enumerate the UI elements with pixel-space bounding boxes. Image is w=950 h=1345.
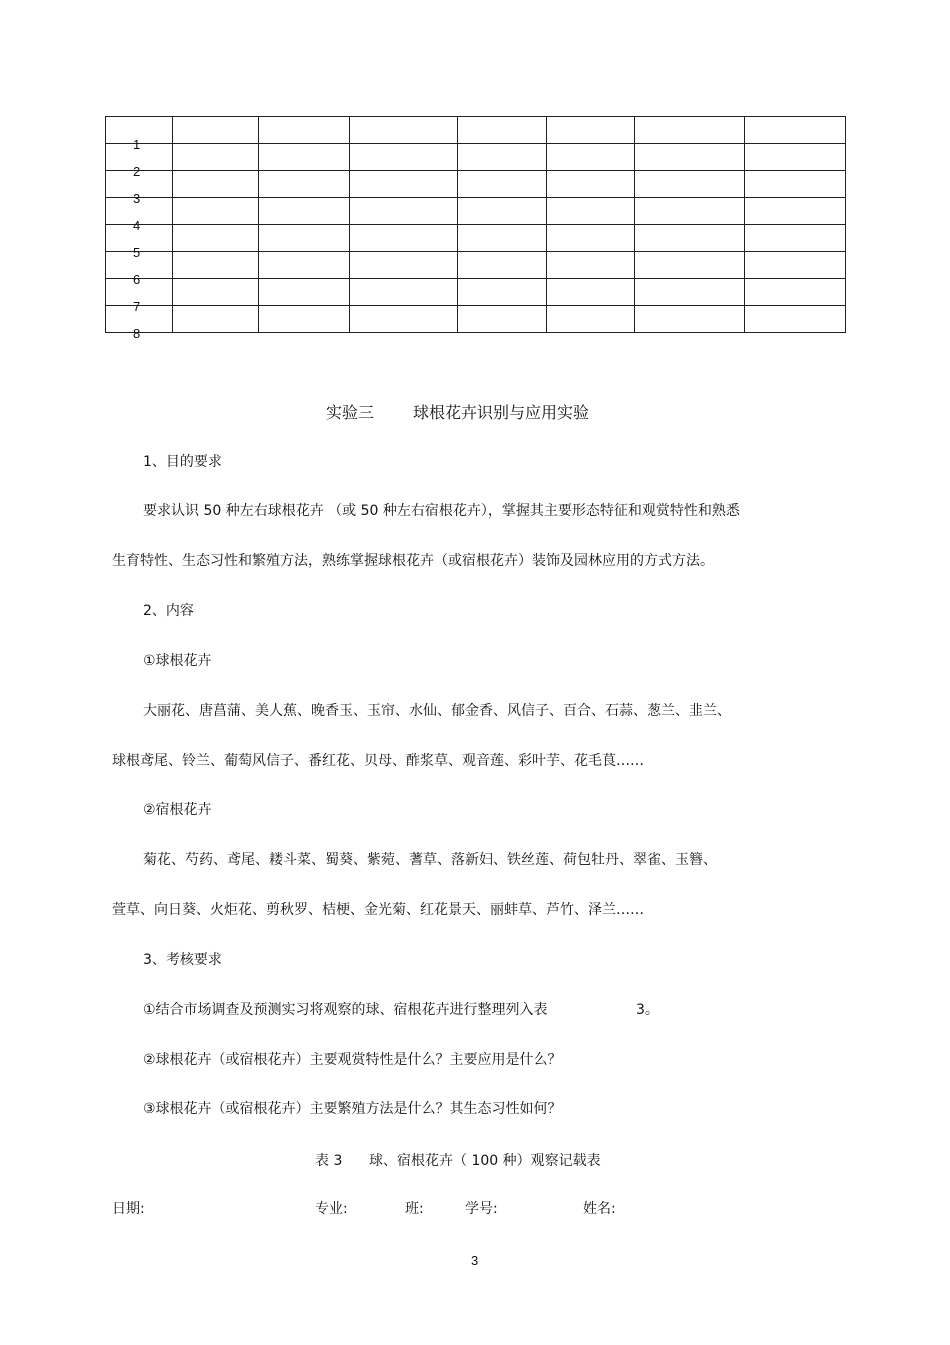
table-cell bbox=[259, 171, 350, 198]
row-number: 7 bbox=[133, 299, 141, 314]
table-cell bbox=[547, 306, 635, 333]
table-cell bbox=[173, 117, 259, 144]
table-cell bbox=[547, 198, 635, 225]
table-cell bbox=[458, 144, 547, 171]
table-cell bbox=[547, 117, 635, 144]
table-cell bbox=[458, 198, 547, 225]
experiment-title-number: 实验三 bbox=[326, 403, 375, 422]
table-cell bbox=[350, 198, 458, 225]
table-cell bbox=[547, 171, 635, 198]
bulb-flowers-line-1: 大丽花、唐菖蒲、美人蕉、晚香玉、玉帘、水仙、郁金香、风信子、百合、石蒜、葱兰、韭兰、 bbox=[143, 703, 731, 719]
table-cell bbox=[547, 279, 635, 306]
table-cell bbox=[173, 144, 259, 171]
row-number: 3 bbox=[133, 191, 141, 206]
table-cell bbox=[350, 279, 458, 306]
perennial-flowers-heading: ②宿根花卉 bbox=[143, 802, 212, 818]
row-number-cell bbox=[106, 225, 173, 260]
row-number: 5 bbox=[133, 245, 141, 260]
perennial-flowers-line-2: 萱草、向日葵、火炬花、剪秋罗、桔梗、金光菊、红花景天、丽蚌草、芦竹、泽兰…… bbox=[112, 902, 644, 918]
row-number-cell bbox=[106, 117, 173, 152]
table-row bbox=[106, 144, 846, 171]
row-number-cell bbox=[106, 198, 173, 233]
requirement-2: ②球根花卉（或宿根花卉）主要观赏特性是什么？主要应用是什么？ bbox=[143, 1052, 562, 1068]
table-cell bbox=[547, 144, 635, 171]
row-number-cell bbox=[106, 306, 173, 341]
table-cell bbox=[635, 306, 745, 333]
table-cell bbox=[350, 225, 458, 252]
form-name-label: 姓名: bbox=[583, 1201, 616, 1217]
table-cell bbox=[350, 144, 458, 171]
table-cell bbox=[173, 252, 259, 279]
table-cell bbox=[259, 117, 350, 144]
table-cell bbox=[745, 198, 846, 225]
table-cell bbox=[547, 225, 635, 252]
table-cell bbox=[259, 198, 350, 225]
row-number-cell bbox=[106, 279, 173, 314]
form-class-label: 班: bbox=[405, 1201, 424, 1217]
table3-title: 球、宿根花卉（ 100 种）观察记载表 bbox=[369, 1153, 601, 1169]
table-cell bbox=[547, 252, 635, 279]
bulb-flowers-heading: ①球根花卉 bbox=[143, 653, 212, 669]
table-cell bbox=[259, 225, 350, 252]
table-cell bbox=[635, 144, 745, 171]
table-cell bbox=[350, 117, 458, 144]
table-cell bbox=[635, 171, 745, 198]
table-row bbox=[106, 171, 846, 198]
row-number: 1 bbox=[133, 137, 141, 152]
requirement-1: ①结合市场调查及预测实习将观察的球、宿根花卉进行整理列入表 bbox=[143, 1002, 548, 1018]
row-number: 2 bbox=[133, 164, 141, 179]
table-cell bbox=[173, 225, 259, 252]
table3-label: 表 3 bbox=[315, 1153, 343, 1169]
table-cell bbox=[259, 252, 350, 279]
record-table bbox=[105, 116, 846, 341]
table-row bbox=[106, 225, 846, 252]
row-number-cell bbox=[106, 144, 173, 179]
table-row bbox=[106, 198, 846, 225]
table-cell bbox=[458, 225, 547, 252]
table-cell bbox=[745, 171, 846, 198]
purpose-line-1: 要求认识 50 种左右球根花卉 （或 50 种左右宿根花卉），掌握其主要形态特征和观赏特性和熟悉 bbox=[143, 503, 740, 519]
table-cell bbox=[458, 117, 547, 144]
table-cell bbox=[745, 306, 846, 333]
table-cell bbox=[745, 252, 846, 279]
form-date-label: 日期: bbox=[112, 1201, 145, 1217]
row-number-cell bbox=[106, 252, 173, 287]
table-cell bbox=[259, 279, 350, 306]
requirement-3: ③球根花卉（或宿根花卉）主要繁殖方法是什么？其生态习性如何？ bbox=[143, 1101, 562, 1117]
row-number: 6 bbox=[133, 272, 141, 287]
table-row bbox=[106, 252, 846, 279]
table-cell bbox=[635, 117, 745, 144]
table-cell bbox=[173, 279, 259, 306]
table-cell bbox=[458, 252, 547, 279]
section-heading-purpose: 1、目的要求 bbox=[143, 454, 222, 470]
table-cell bbox=[458, 171, 547, 198]
table-row bbox=[106, 117, 846, 144]
purpose-line-2: 生育特性、生态习性和繁殖方法，熟练掌握球根花卉（或宿根花卉）装饰及园林应用的方式方法。 bbox=[112, 553, 714, 569]
table-row bbox=[106, 306, 846, 333]
requirement-1-table-ref: 3。 bbox=[636, 1002, 659, 1018]
table-cell bbox=[635, 225, 745, 252]
table-cell bbox=[635, 279, 745, 306]
table-cell bbox=[350, 171, 458, 198]
table-cell bbox=[259, 306, 350, 333]
table-cell bbox=[635, 252, 745, 279]
form-student-id-label: 学号: bbox=[465, 1201, 498, 1217]
page-number: 3 bbox=[471, 1253, 479, 1268]
table-cell bbox=[350, 252, 458, 279]
table-cell bbox=[745, 117, 846, 144]
perennial-flowers-line-1: 菊花、芍药、鸢尾、耧斗菜、蜀葵、紫菀、蓍草、落新妇、铁丝莲、荷包牡丹、翠雀、玉簪、 bbox=[143, 852, 717, 868]
row-number: 4 bbox=[133, 218, 141, 233]
row-number: 8 bbox=[133, 326, 141, 341]
table-cell bbox=[173, 171, 259, 198]
table-cell bbox=[745, 279, 846, 306]
table-cell bbox=[350, 306, 458, 333]
experiment-title-name: 球根花卉识别与应用实验 bbox=[413, 403, 590, 422]
form-major-label: 专业: bbox=[315, 1201, 348, 1217]
table-cell bbox=[173, 198, 259, 225]
section-heading-assessment: 3、考核要求 bbox=[143, 952, 222, 968]
table-row bbox=[106, 279, 846, 306]
table-cell bbox=[745, 144, 846, 171]
section-heading-content: 2、内容 bbox=[143, 603, 194, 619]
bulb-flowers-line-2: 球根鸢尾、铃兰、葡萄风信子、番红花、贝母、酢浆草、观音莲、彩叶芋、花毛茛…… bbox=[112, 753, 644, 769]
table-cell bbox=[458, 279, 547, 306]
table-cell bbox=[745, 225, 846, 252]
table-cell bbox=[458, 306, 547, 333]
table-cell bbox=[173, 306, 259, 333]
table-cell bbox=[259, 144, 350, 171]
table-cell bbox=[635, 198, 745, 225]
row-number-cell bbox=[106, 171, 173, 206]
